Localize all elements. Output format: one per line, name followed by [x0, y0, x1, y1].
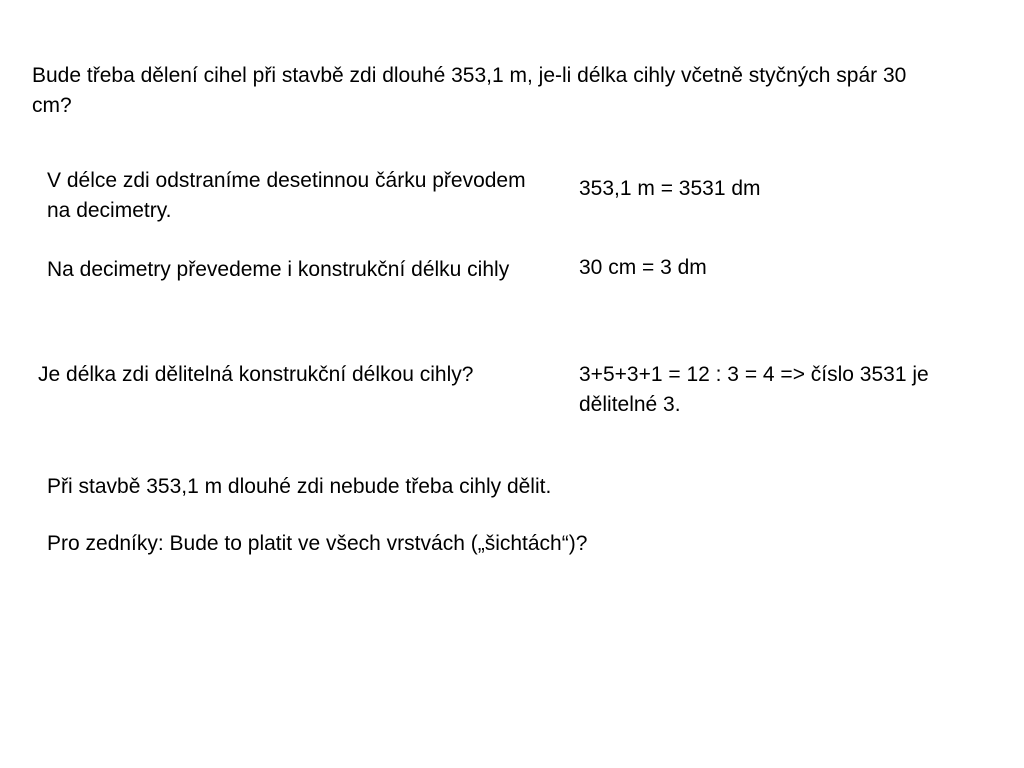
question-text: Bude třeba dělení cihel při stavbě zdi dlouhé 353,1 m, je-li délka cihly včetně styčných spár 30 cm? — [32, 64, 907, 117]
step-3-calculation: 3+5+3+1 = 12 : 3 = 4 => číslo 3531 je dělitelné 3. — [579, 363, 929, 416]
step-3-question: Je délka zdi dělitelná konstrukční délkou cihly? — [38, 363, 474, 386]
step-2-calculation: 30 cm = 3 dm — [579, 256, 707, 279]
step-1-calculation: 353,1 m = 3531 dm — [579, 177, 761, 200]
conclusion-text: Při stavbě 353,1 m dlouhé zdi nebude třeba cihly dělit. — [47, 475, 552, 498]
step-2-explanation: Na decimetry převedeme i konstrukční délku cihly — [47, 258, 510, 281]
note-text: Pro zedníky: Bude to platit ve všech vrstvách („šichtách“)? — [47, 532, 588, 555]
step-1-explanation: V délce zdi odstraníme desetinnou čárku převodem na decimetry. — [47, 169, 526, 222]
